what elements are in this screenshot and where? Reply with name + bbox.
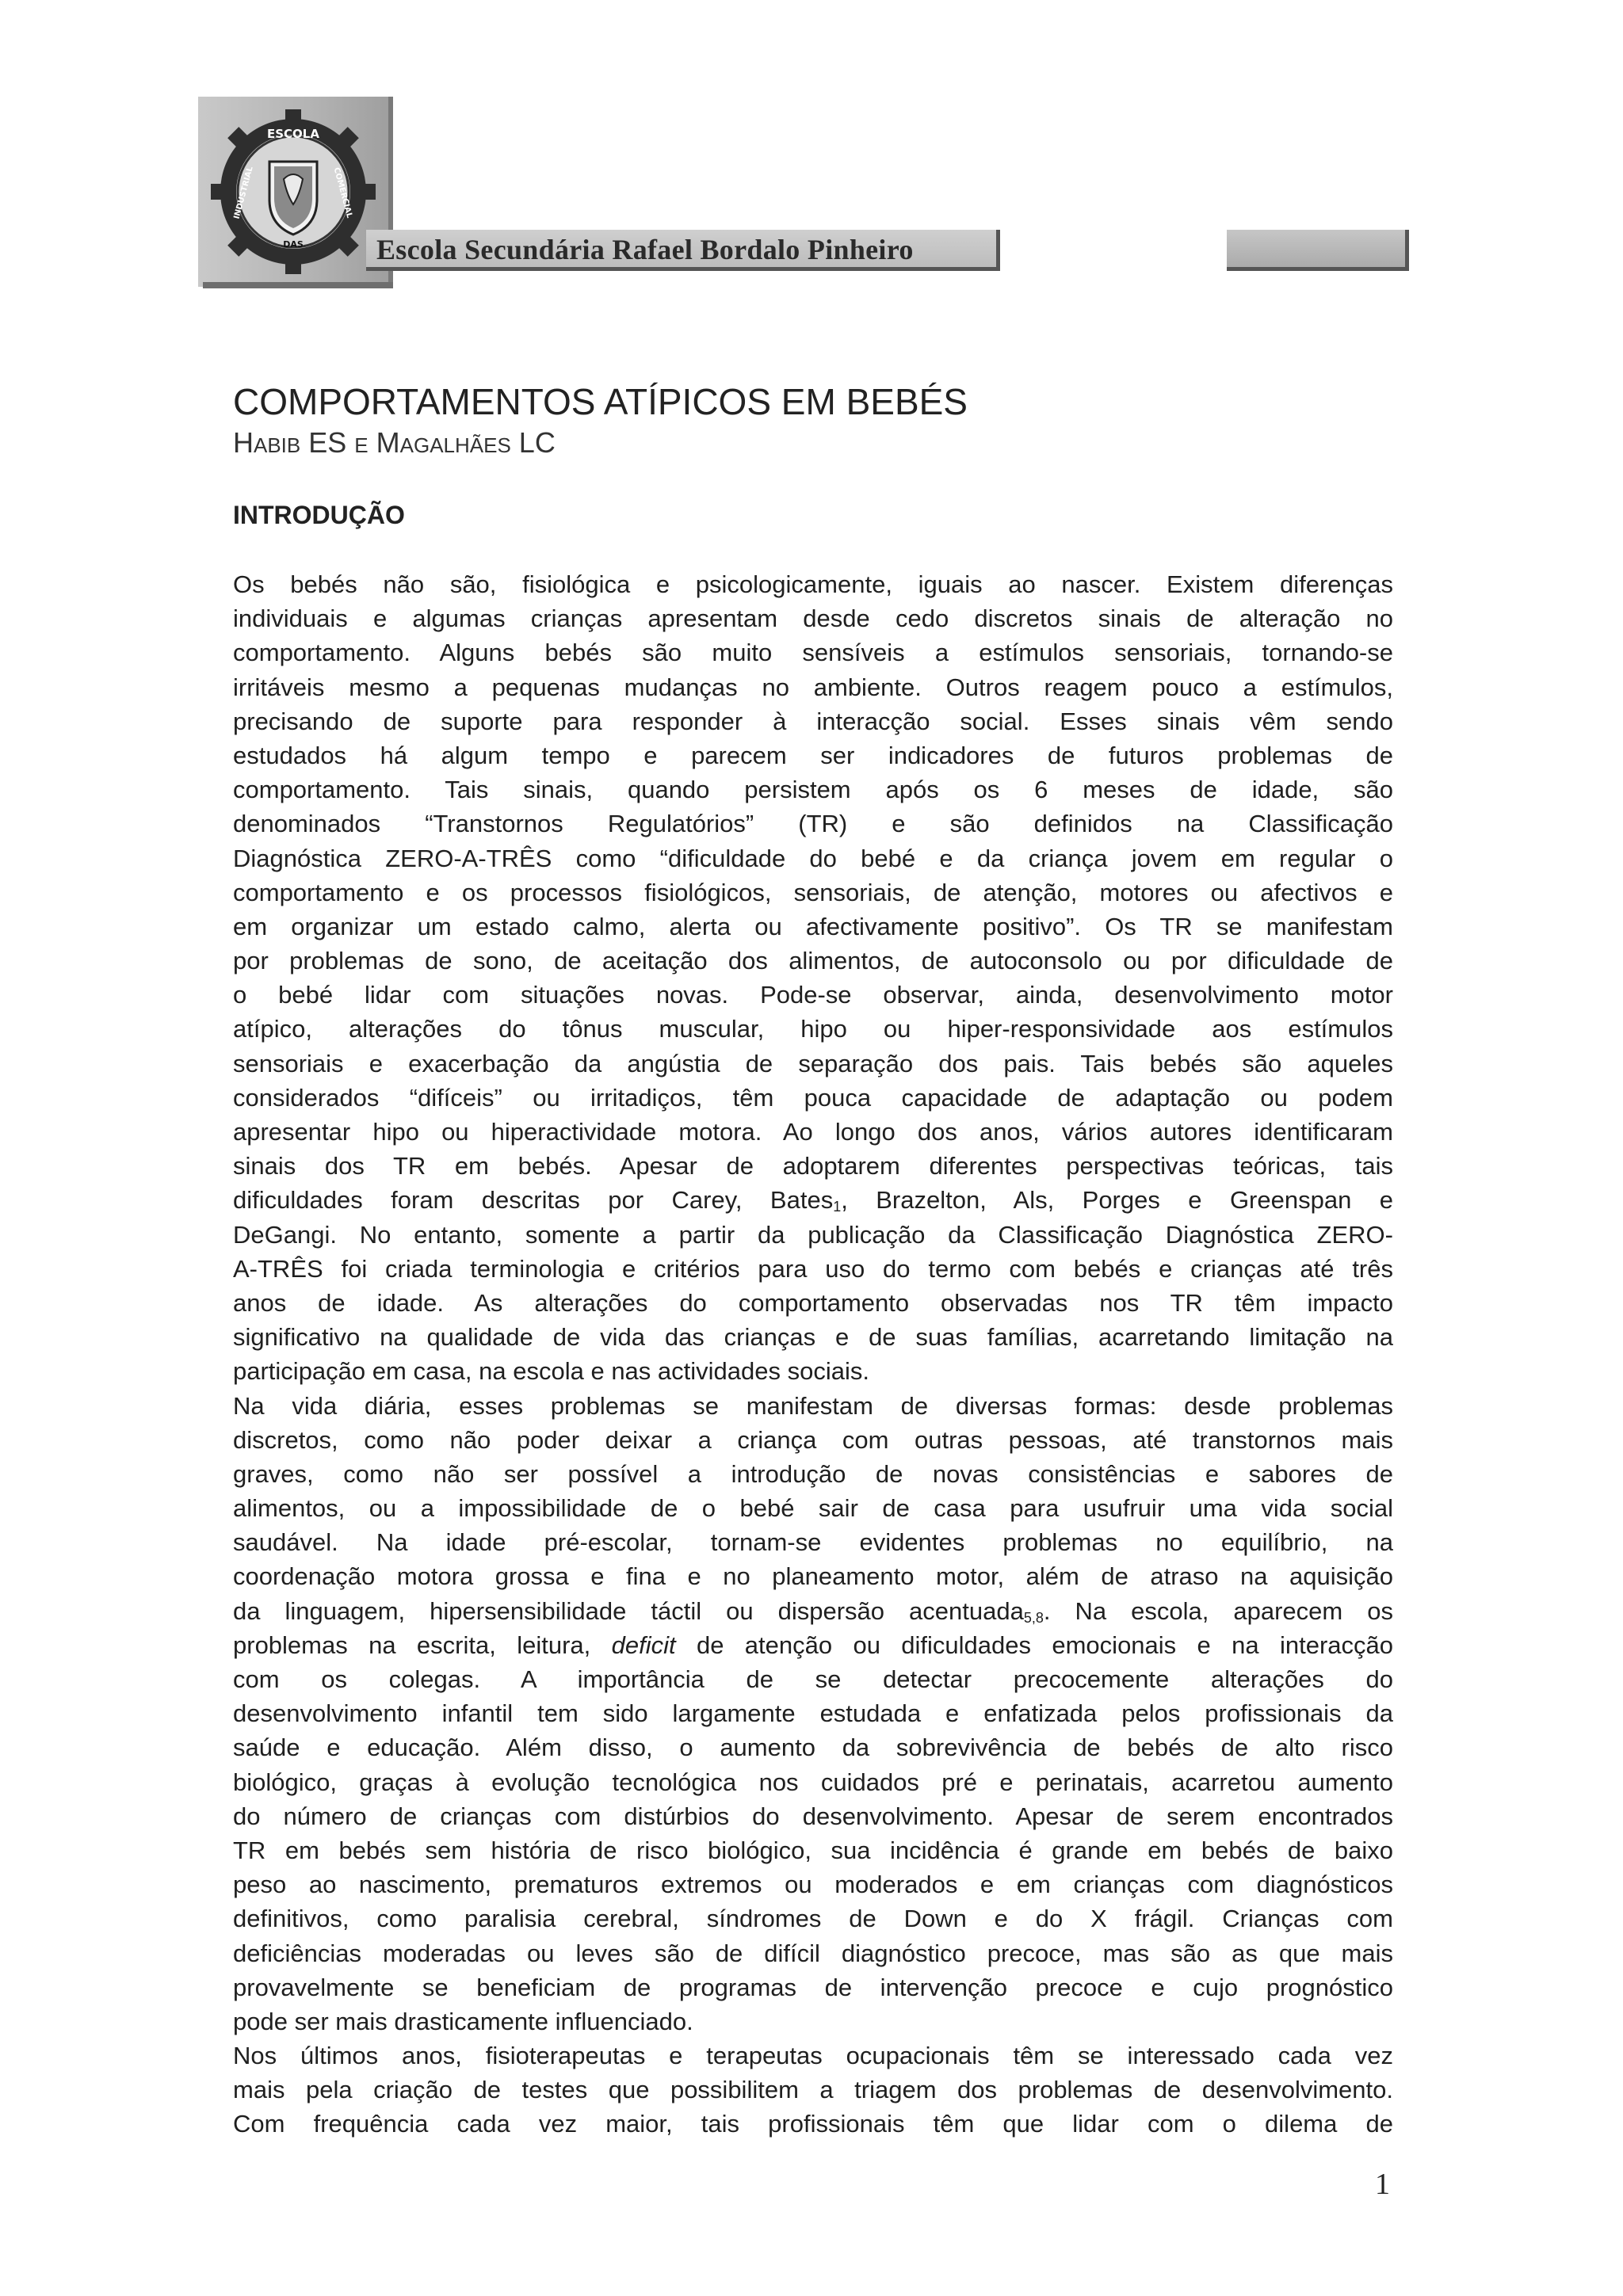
article-authors: HABIB ES E MAGALHÃES LC [233,426,556,459]
header-panel-shadow [203,282,393,288]
text-line: considerados “difíceis” ou irritadiços, têm pouca capacidade de adaptação ou podem [233,1083,1393,1112]
text-line: o bebé lidar com situações novas. Pode-se observar, ainda, desenvolvimento motor [233,981,1393,1009]
text-line: desenvolvimento infantil tem sido largamente estudada e enfatizada pelos profissionais da [233,1699,1393,1728]
text-line: estudados há algum tempo e parecem ser indicadores de futuros problemas de [233,741,1393,769]
text-line: Os bebés não são, fisiológica e psicologicamente, iguais ao nascer. Existem diferenças [233,570,1393,598]
text-line: atípico, alterações do tônus muscular, hipo ou hiper-responsividade aos estímulos [233,1015,1393,1043]
school-logo [208,106,379,277]
text-line: denominados “Transtornos Regulatórios” (TR) e são definidos na Classificação [233,810,1393,838]
text-line: por problemas de sono, de aceitação dos alimentos, de autoconsolo ou por dificuldade de [233,947,1393,975]
text-line: mais pela criação de testes que possibilitem a triagem dos problemas de desenvolvimento. [233,2076,1393,2104]
text-line: significativo na qualidade de vida das crianças e de suas famílias, acarretando limitação na [233,1323,1393,1352]
text-line: dificuldades foram descritas por Carey, Bates$_1$, Brazelton, Als, Porges e Greenspan e [233,1186,1393,1215]
text-line: anos de idade. As alterações do comportamento observadas nos TR têm impacto [233,1288,1393,1317]
text-line: Na vida diária, esses problemas se manifestam de diversas formas: desde problemas [233,1391,1393,1420]
text-line: deficiências moderadas ou leves são de difícil diagnóstico precoce, mas são as que mais [233,1939,1393,1967]
text-line: sensoriais e exacerbação da angústia de separação dos pais. Tais bebés são aqueles [233,1049,1393,1077]
citation-ref: 5,8 [1023,1609,1044,1626]
logo-text-escola: ESCOLA [267,127,319,141]
text-line: Nos últimos anos, fisioterapeutas e terapeutas ocupacionais têm se interessado cada vez [233,2042,1393,2070]
text-line: definitivos, como paralisia cerebral, síndromes de Down e do X frágil. Crianças com [233,1905,1393,1933]
text-line: comportamento. Alguns bebés são muito sensíveis a estímulos sensoriais, tornando-se [233,639,1393,667]
text-line: Diagnóstica ZERO-A-TRÊS como “dificuldade do bebé e da criança jovem em regular o [233,844,1393,872]
text-line: A-TRÊS foi criada terminologia e critérios para uso do termo com bebés e crianças até três [233,1254,1393,1283]
text-line: da linguagem, hipersensibilidade táctil ou dispersão acentuada$_{5,8}$. Na escola, aparecem os [233,1596,1393,1626]
text-line: biológico, graças à evolução tecnológica nos cuidados pré e perinatais, acarretou aumento [233,1768,1393,1796]
text-line: participação em casa, na escola e nas actividades sociais. [233,1357,869,1386]
text-line: discretos, como não poder deixar a criança com outras pessoas, até transtornos mais [233,1425,1393,1454]
text-line: em organizar um estado calmo, alerta ou afectivamente positivo”. Os TR se manifestam [233,912,1393,940]
article-title: COMPORTAMENTOS ATÍPICOS EM BEBÉS [233,381,968,422]
text-line: DeGangi. No entanto, somente a partir da publicação da Classificação Diagnóstica ZERO- [233,1220,1393,1249]
text-line: provavelmente se beneficiam de programas de intervenção precoce e cujo prognóstico [233,1973,1393,2001]
logo-text-das: DAS [283,239,304,250]
school-name: Escola Secundária Rafael Bordalo Pinheiro [376,234,914,265]
text-line: saúde e educação. Além disso, o aumento da sobrevivência de bebés de alto risco [233,1733,1393,1762]
text-line: sinais dos TR em bebés. Apesar de adoptarem diferentes perspectivas teóricas, tais [233,1152,1393,1180]
text-line: precisando de suporte para responder à interacção social. Esses sinais vêm sendo [233,707,1393,735]
section-heading: INTRODUÇÃO [233,501,405,529]
text-line: pode ser mais drasticamente influenciado. [233,2007,693,2035]
header-page-tab [1227,230,1409,271]
text-line: problemas na escrita, leitura, deficit de atenção ou dificuldades emocionais e na interacção [233,1630,1393,1659]
text-line: comportamento e os processos fisiológicos, sensoriais, de atenção, motores ou afectivos e [233,878,1393,906]
text-line: apresentar hipo ou hiperactividade motora. Ao longo dos anos, vários autores identificaram [233,1118,1393,1146]
text-line: coordenação motora grossa e fina e no planeamento motor, além de atraso na aquisição [233,1562,1393,1591]
text-line: com os colegas. A importância de se detectar precocemente alterações do [233,1665,1393,1693]
text-line: do número de crianças com distúrbios do desenvolvimento. Apesar de serem encontrados [233,1802,1393,1830]
italic-term: deficit [611,1630,676,1659]
page-number: 1 [1375,2168,1390,2201]
text-line: saudável. Na idade pré-escolar, tornam-se evidentes problemas no equilíbrio, na [233,1528,1393,1557]
text-line: comportamento. Tais sinais, quando persistem após os 6 meses de idade, são [233,776,1393,804]
text-line: graves, como não ser possível a introdução de novas consistências e sabores de [233,1459,1393,1488]
text-line: alimentos, ou a impossibilidade de o bebé sair de casa para usufruir uma vida social [233,1494,1393,1523]
body-text [233,567,1393,2142]
logo-text-industrial: INDUSTRIAL [232,166,255,220]
text-line: peso ao nascimento, prematuros extremos ou moderados e em crianças com diagnósticos [233,1871,1393,1899]
text-line: individuais e algumas crianças apresentam desde cedo discretos sinais de alteração no [233,605,1393,633]
text-line: irritáveis mesmo a pequenas mudanças no ambiente. Outros reagem pouco a estímulos, [233,673,1393,701]
text-line: TR em bebés sem história de risco biológico, sua incidência é grande em bebés de baixo [233,1836,1393,1864]
logo-text-comercial: COMERCIAL [331,166,354,219]
citation-ref: 1 [833,1199,842,1215]
text-line: Com frequência cada vez maior, tais profissionais têm que lidar com o dilema de [233,2110,1393,2138]
